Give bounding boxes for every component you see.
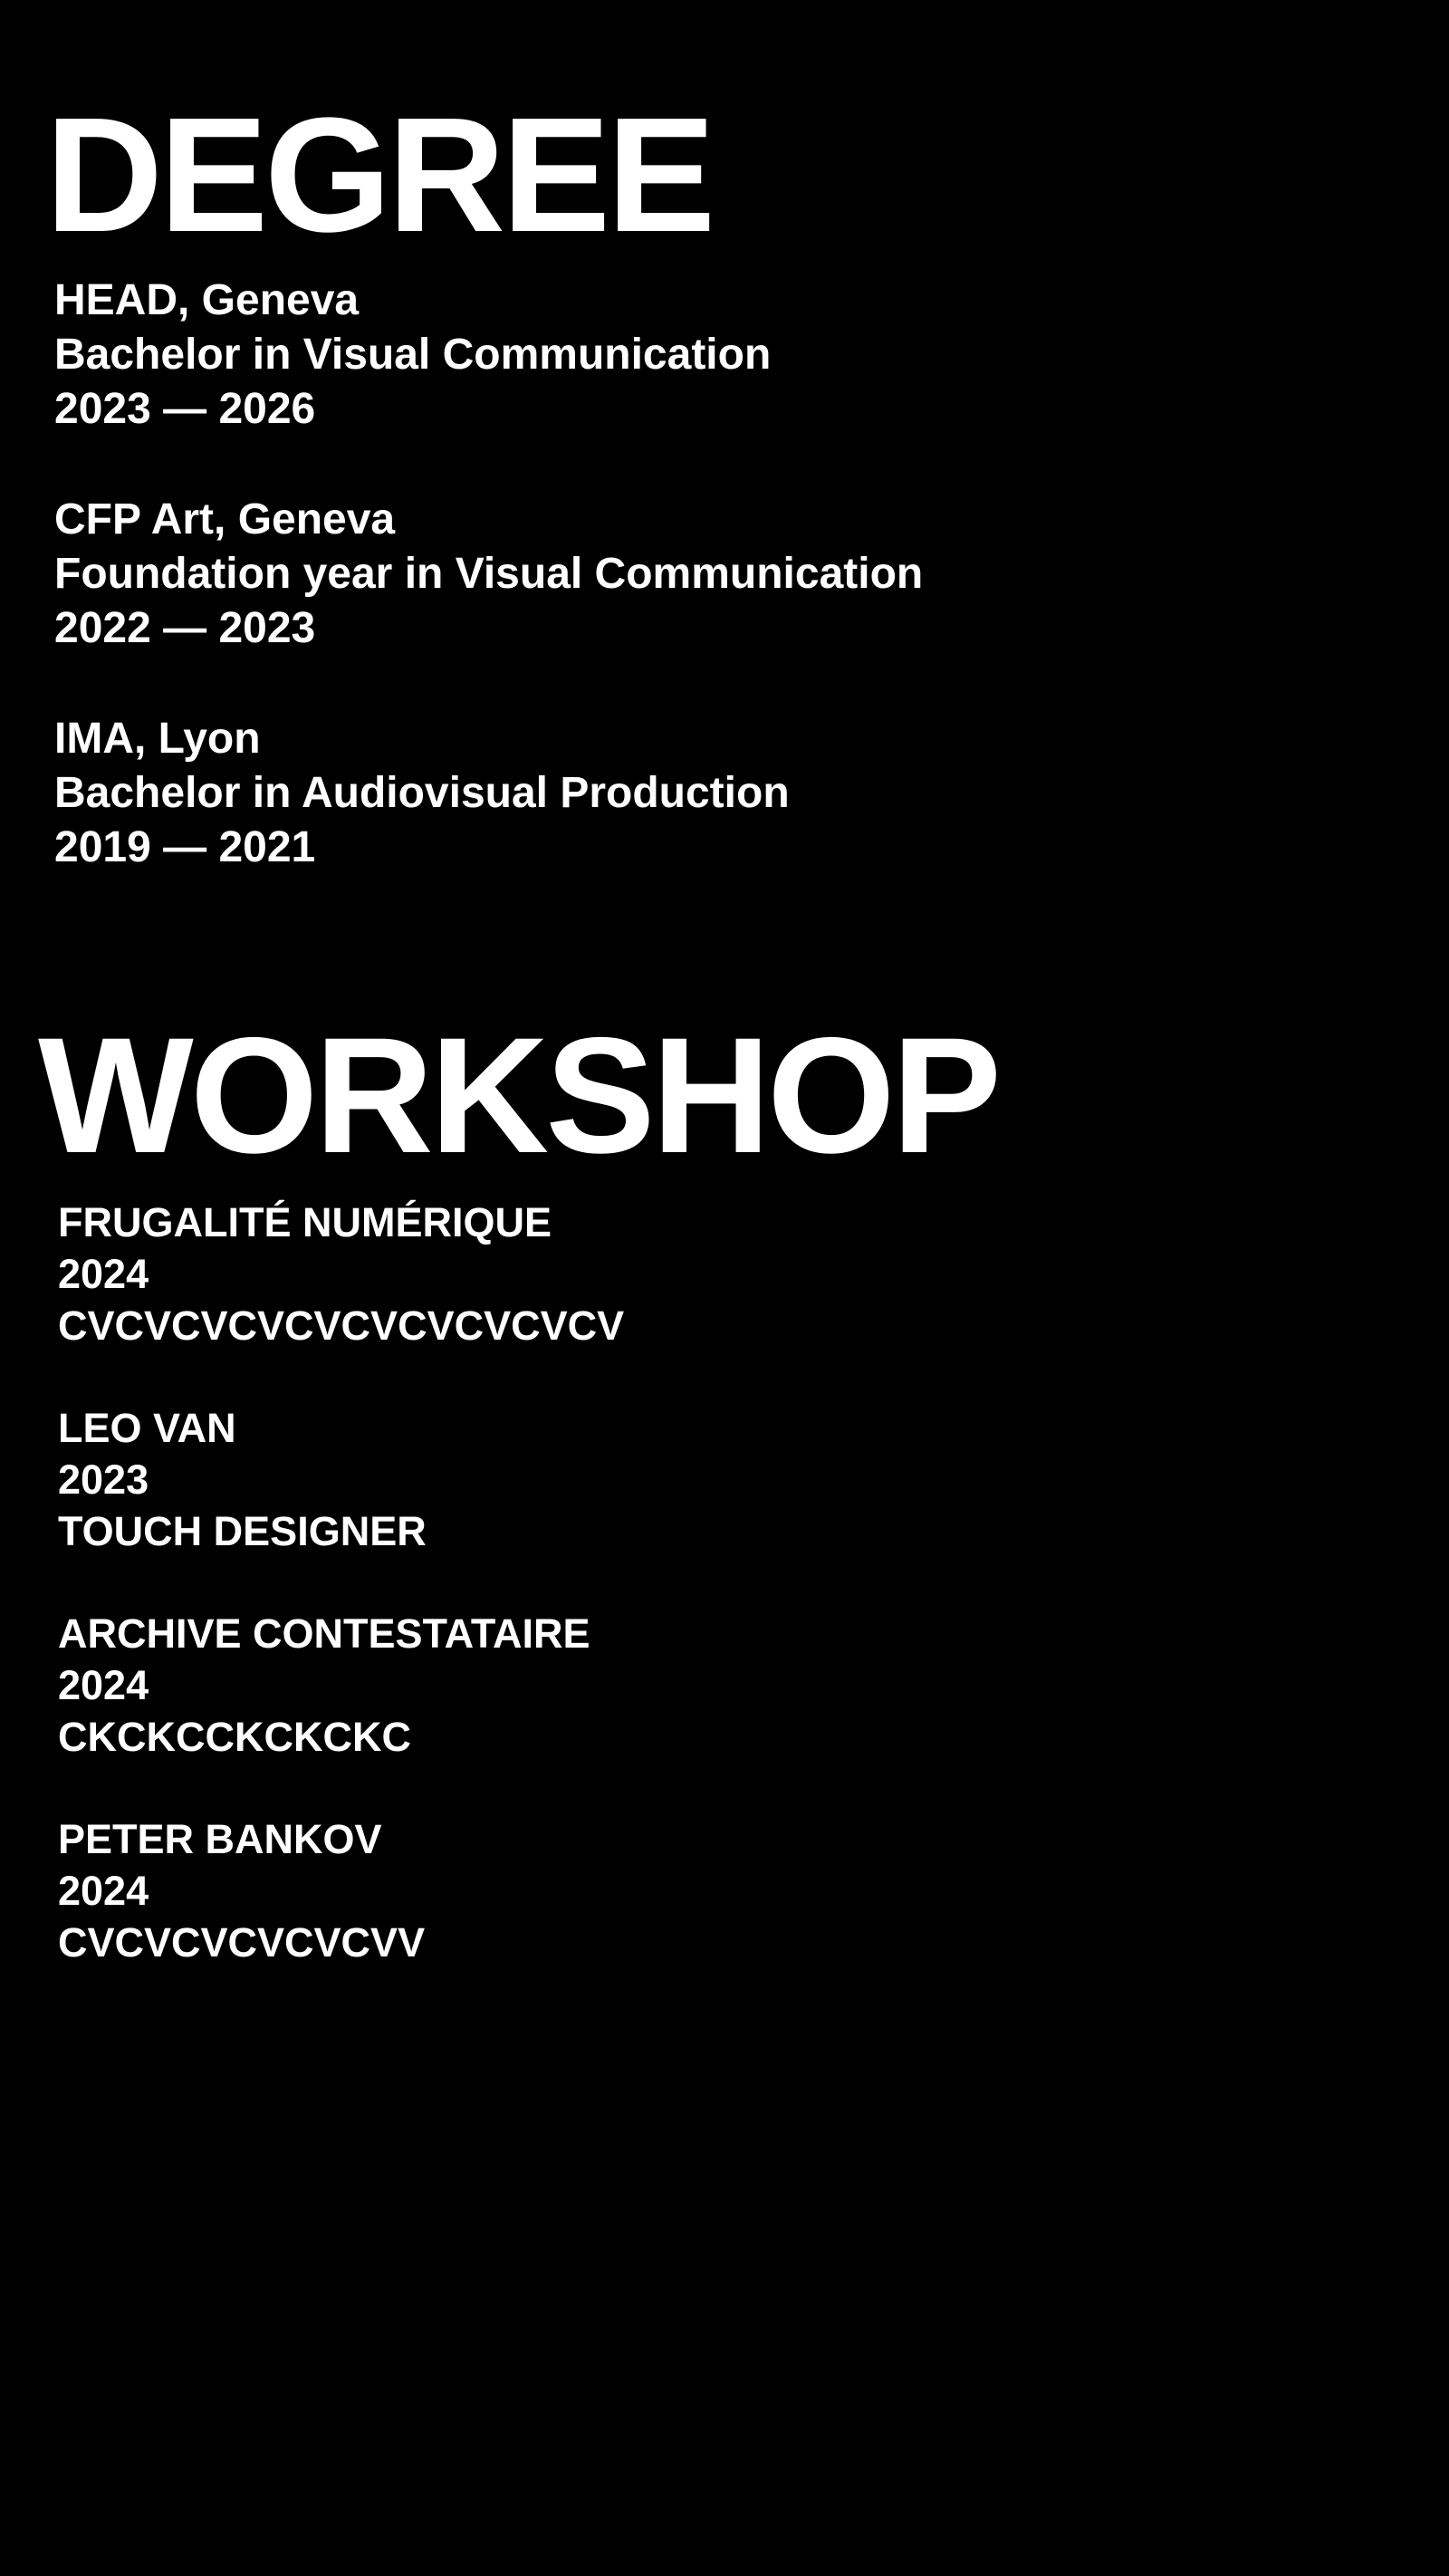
- degree-heading: DEGREE: [45, 84, 713, 266]
- degree-entry: [54, 493, 923, 656]
- degree-program: Foundation year in Visual Communication: [54, 550, 924, 598]
- degree-entry: [54, 274, 923, 437]
- degree-years: 2022 — 2023: [54, 604, 316, 652]
- degree-school: HEAD, Geneva: [54, 276, 360, 324]
- workshop-year: 2023: [58, 1456, 149, 1503]
- workshop-detail: TOUCH DESIGNER: [58, 1508, 427, 1554]
- degree-school: CFP Art, Geneva: [54, 495, 396, 543]
- workshop-entry: [58, 1402, 624, 1557]
- workshop-name: FRUGALITÉ NUMÉRIQUE: [58, 1199, 552, 1245]
- workshop-year: 2024: [58, 1662, 149, 1708]
- workshop-name: ARCHIVE CONTESTATAIRE: [58, 1610, 590, 1657]
- workshop-detail: CKCKCCKCKCKC: [58, 1714, 411, 1760]
- degree-list: [54, 274, 923, 875]
- degree-years: 2019 — 2021: [54, 823, 316, 871]
- workshop-list: [58, 1197, 624, 1968]
- workshop-detail: CVCVCVCVCVCVV: [58, 1919, 426, 1966]
- workshop-name: PETER BANKOV: [58, 1816, 382, 1862]
- workshop-entry: [58, 1608, 624, 1763]
- workshop-year: 2024: [58, 1868, 149, 1914]
- workshop-entry: [58, 1813, 624, 1968]
- degree-entry: [54, 712, 923, 875]
- degree-years: 2023 — 2026: [54, 385, 316, 433]
- workshop-entry: [58, 1197, 624, 1351]
- workshop-heading: WORKSHOP: [38, 1003, 998, 1187]
- workshop-detail: CVCVCVCVCVCVCVCVCVCV: [58, 1302, 625, 1349]
- workshop-name: LEO VAN: [58, 1405, 236, 1451]
- degree-program: Bachelor in Audiovisual Production: [54, 769, 790, 817]
- degree-school: IMA, Lyon: [54, 715, 261, 763]
- degree-program: Bachelor in Visual Communication: [54, 331, 772, 379]
- workshop-year: 2024: [58, 1251, 149, 1297]
